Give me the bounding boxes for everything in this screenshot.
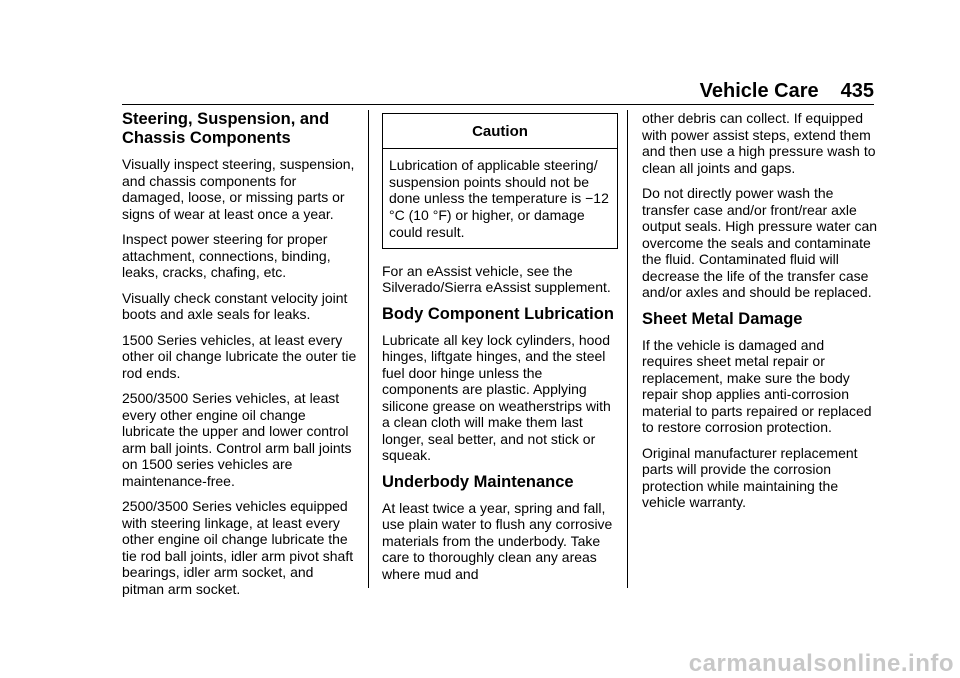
paragraph: 1500 Series vehicles, at least every other oil change lubricate the outer tie rod ends. [122, 331, 357, 381]
column-3 [642, 110, 878, 520]
column-divider-2 [627, 110, 628, 588]
caution-text: Lubrication of applicable steering/ suspension points should not be done unless the temperature is −12 °C (10 °F) or higher, or damage could result. [389, 157, 609, 240]
paragraph: Visually check constant velocity joint boots and axle seals for leaks. [122, 289, 348, 322]
paragraph: Do not directly power wash the transfer case and/or front/rear axle output seals. High pressure water can overcome the seals and contaminate the fluid. Contaminated fluid will decrease the life of the transfer case and/or axles and should be replaced. [642, 185, 878, 300]
column-1 [122, 110, 358, 606]
page-header [700, 80, 874, 103]
caution-title: Caution [383, 114, 617, 149]
steering-heading: Steering, Suspension, and Chassis Components [122, 110, 330, 147]
paragraph: Inspect power steering for proper attachment, connections, binding, leaks, cracks, chafing, etc. [122, 231, 331, 280]
caution-box [382, 113, 618, 249]
column-divider-1 [368, 110, 369, 588]
paragraph: Lubricate all key lock cylinders, hood hinges, liftgate hinges, and the steel fuel door hinge unless the components are plastic. Applying silicone grease on weatherstrips with a clean cloth will make them last longer, seal better, and not stick or squeak. [382, 331, 611, 464]
body-lubrication-heading: Body Component Lubrication [382, 304, 614, 323]
section-title: Vehicle Care [699, 80, 819, 102]
watermark: carmanualsonline.info [688, 650, 954, 677]
header-rule [122, 104, 874, 105]
paragraph: If the vehicle is damaged and requires sheet metal repair or replacement, make sure the body repair shop applies anti-corrosion material to parts repaired or replaced to restore corrosion protection. [642, 336, 872, 435]
eassist-note: For an eAssist vehicle, see the Silverado/Sierra eAssist supplement. [382, 262, 611, 296]
paragraph: At least twice a year, spring and fall, use plain water to flush any corrosive materials from the underbody. Take care to thoroughly clean any areas where mud and [382, 499, 613, 582]
paragraph: Original manufacturer replacement parts will provide the corrosion protection while maintaining the vehicle warranty. [642, 444, 858, 510]
underbody-heading: Underbody Maintenance [382, 472, 574, 491]
paragraph: 2500/3500 Series vehicles equipped with steering linkage, at least every other engine oil change lubricate the tie rod ball joints, idler arm pivot shaft bearings, idler arm socket, and pitman arm socket. [122, 498, 354, 597]
paragraph: Visually inspect steering, suspension, and chassis components for damaged, loose, or missing parts or signs of wear at least once a year. [122, 156, 355, 222]
column-2 [382, 110, 618, 591]
page-number: 435 [840, 80, 874, 102]
paragraph: 2500/3500 Series vehicles, at least every other engine oil change lubricate the upper and lower control arm ball joints. Control arm ball joints on 1500 series vehicles are maintenance-free. [122, 390, 352, 489]
sheet-metal-heading: Sheet Metal Damage [642, 309, 803, 328]
paragraph: other debris can collect. If equipped with power assist steps, extend them and then use a high pressure wash to clean all joints and gaps. [642, 110, 876, 176]
